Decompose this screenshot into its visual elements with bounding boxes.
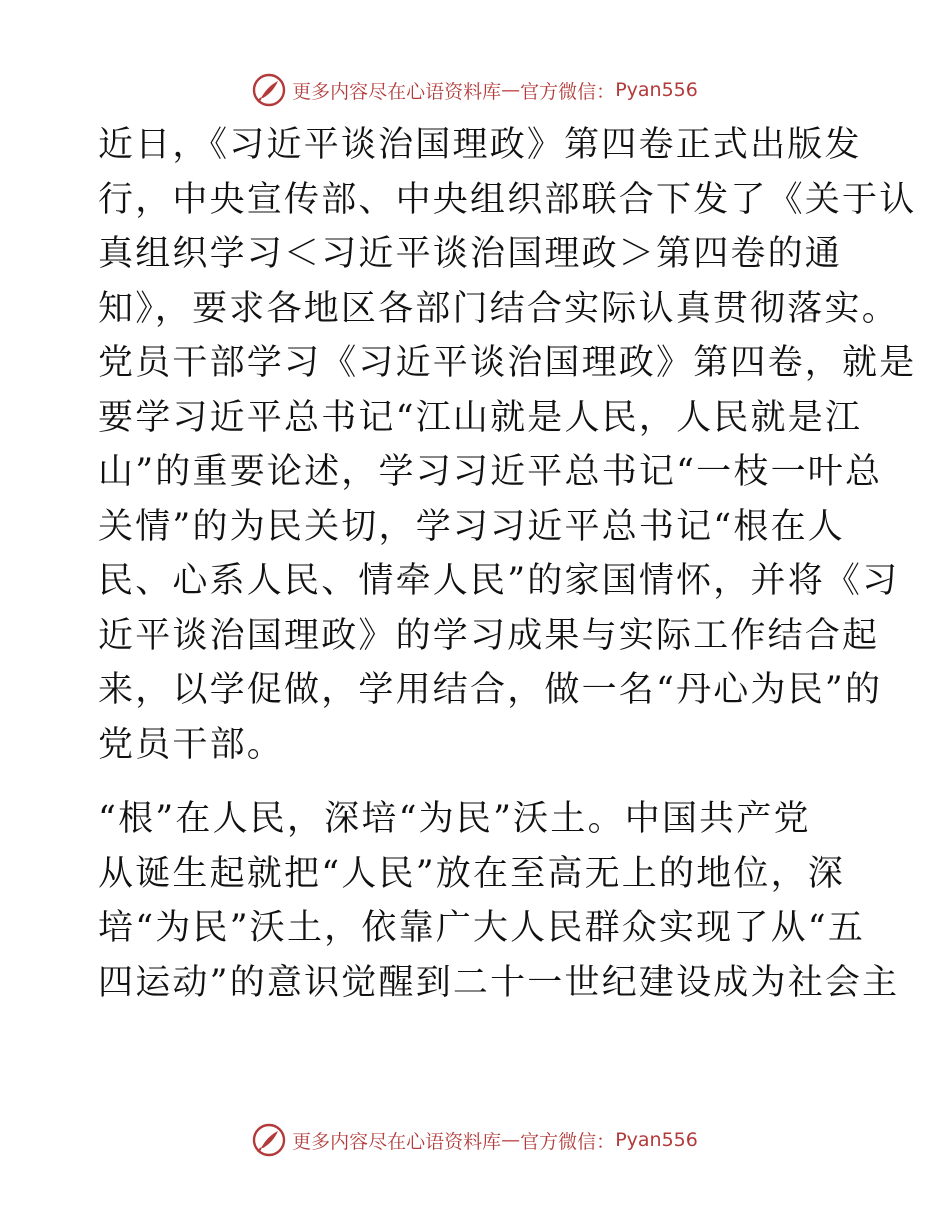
header-banner bbox=[0, 70, 950, 110]
header-banner-text: 更多内容尽在心语资料库 bbox=[292, 80, 502, 103]
footer-banner-text: 更多内容尽在心语资料库 bbox=[292, 1130, 502, 1153]
footer-wechat-label: 官方微信： bbox=[520, 1130, 616, 1153]
text-line: 民、心系人民、情牵人民”的家国情怀，并将《习 bbox=[98, 561, 900, 601]
quill-logo-icon bbox=[252, 1123, 286, 1157]
paragraph-2 bbox=[98, 792, 900, 1010]
paragraph-1 bbox=[98, 118, 917, 772]
text-line: 从诞生起就把“人民”放在至高无上的地位，深 bbox=[98, 853, 845, 894]
header-wechat-label: 官方微信： bbox=[520, 80, 616, 103]
text-line: 山”的重要论述，学习习近平总书记“一枝一叶总 bbox=[98, 452, 883, 492]
quill-logo-icon bbox=[252, 73, 286, 107]
text-line: 近日，《习近平谈治国理政》第四卷正式出版发 bbox=[98, 125, 862, 165]
header-wechat-id: Pyan556 bbox=[615, 79, 698, 101]
text-line: 行，中央宣传部、中央组织部联合下发了《关于认 bbox=[98, 179, 917, 220]
footer-banner bbox=[0, 1120, 950, 1160]
text-line: 真组织学习＜习近平谈治国理政＞第四卷的通 bbox=[98, 234, 843, 274]
text-line: 关情”的为民关切，学习习近平总书记“根在人 bbox=[98, 506, 845, 547]
text-line: 培“为民”沃土，依靠广大人民群众实现了从“五 bbox=[98, 908, 866, 948]
text-line: “根”在人民，深培“为民”沃土。中国共产党 bbox=[98, 799, 811, 839]
text-line: 知》，要求各地区各部门结合实际认真贯彻落实。 bbox=[98, 288, 899, 329]
text-line: 要学习近平总书记“江山就是人民，人民就是江 bbox=[98, 397, 863, 438]
text-line: 四运动”的意识觉醒到二十一世纪建设成为社会主 bbox=[98, 962, 900, 1003]
footer-separator: — bbox=[501, 1129, 521, 1151]
text-line: 党员干部。 bbox=[98, 724, 285, 765]
document-body bbox=[98, 118, 917, 1010]
text-line: 党员干部学习《习近平谈治国理政》第四卷，就是 bbox=[98, 343, 917, 383]
footer-wechat-id: Pyan556 bbox=[615, 1129, 698, 1151]
text-line: 来，以学促做，学用结合，做一名“丹心为民”的 bbox=[98, 670, 883, 710]
text-line: 近平谈治国理政》的学习成果与实际工作结合起 bbox=[98, 615, 880, 656]
header-separator: — bbox=[501, 79, 521, 101]
